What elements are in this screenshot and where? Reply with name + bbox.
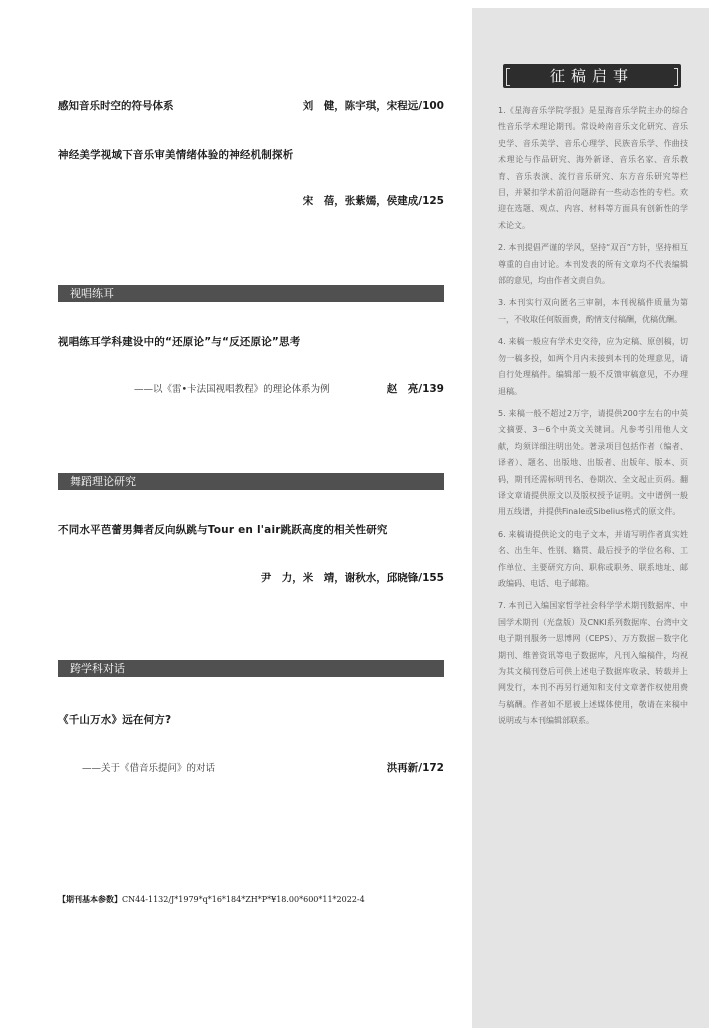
entry-authors: 赵 亮/139 — [386, 383, 444, 395]
toc-entry-1[interactable] — [58, 98, 444, 113]
entry-authors: 尹 力，米 靖，谢秋水，邱晓锋/155 — [260, 572, 444, 584]
parameters-value: CN44-1132/J*1979*q*16*184*ZH*P*¥18.00*600*11*2022-4 — [122, 895, 365, 904]
toc-entry-4-title[interactable]: 不同水平芭蕾男舞者反向纵跳与Tour en l'air跳跃高度的相关性研究 — [58, 524, 388, 536]
notice-item-4: 4. 来稿一般应有学术史交待，应为定稿、原创稿，切勿一稿多投，如两个月内未接到本刊的处理意见，请自行处理稿件。编辑部一般不反馈审稿意见，不办理退稿。 — [498, 337, 688, 396]
toc-entry-3-title[interactable]: 视唱练耳学科建设中的“还原论”与“反还原论”思考 — [58, 336, 301, 348]
section-header-dance-theory: 舞蹈理论研究 — [58, 473, 444, 490]
entry-authors: 宋 蓓，张紫嫣，侯建成/125 — [302, 195, 444, 207]
section-header-sight-singing: 视唱练耳 — [58, 285, 444, 302]
journal-parameters — [58, 894, 365, 905]
notice-item-5: 5. 来稿一般不超过2万字，请提供200字左右的中英文摘要、3－6个中英文关键词。凡参考引用他人文献，均须详细注明出处。著录项目包括作者（编者、译者）、题名、出版地、出版者、出版年、版本、页码，期刊还需标明刊名、卷期次、全文起止页码。翻译文章请提供原文以及版权授予证明。文中谱例一般用五线谱，并提供Finale或Sibelius格式的原文件。 — [498, 408, 688, 517]
entry-title: 感知音乐时空的符号体系 — [58, 100, 174, 112]
notice-list — [498, 103, 688, 736]
toc-entry-2-title[interactable]: 神经美学视域下音乐审美情绪体验的神经机制探析 — [58, 149, 294, 161]
call-for-papers-panel — [472, 8, 709, 1028]
entry-subtitle: ——关于《借音乐提问》的对话 — [82, 763, 216, 774]
parameters-label: 【期刊基本参数】 — [58, 895, 122, 904]
entry-subtitle: ——以《雷•卡法国视唱教程》的理论体系为例 — [134, 384, 330, 395]
notice-item-1: 1.《星海音乐学院学报》是星海音乐学院主办的综合性音乐学术理论期刊。常设岭南音乐文化研究、音乐史学、音乐美学、音乐心理学、民族音乐学、作曲技术理论与作品研究、海外新译、音乐名家、音乐教育、音乐表演、流行音乐研究、东方音乐研究等栏目，并紧扣学术前沿问题辟有一些动态性的专栏。欢迎在选题、观点、内容、材料等方面具有创新性的学术论文。 — [498, 106, 688, 230]
entry-authors: 洪再新/172 — [386, 762, 444, 774]
section-header-interdisciplinary: 跨学科对话 — [58, 660, 444, 677]
notice-item-2: 2. 本刊提倡严谨的学风，坚持“双百”方针，坚持相互尊重的自由讨论。本刊发表的所有文章均不代表编辑部的意见，均由作者文责自负。 — [498, 243, 688, 286]
call-for-papers-title: 征稿启事 — [503, 64, 681, 88]
toc-entry-5-title[interactable]: 《千山万水》远在何方? — [58, 714, 172, 726]
entry-authors: 刘 健，陈宇琪，宋程远/100 — [302, 100, 444, 112]
table-of-contents — [58, 0, 444, 1028]
notice-item-3: 3. 本刊实行双向匿名三审制，本刊视稿件质量为第一，不收取任何版面费，酌情支付稿酬，优稿优酬。 — [498, 298, 688, 324]
notice-item-7: 7. 本刊已入编国家哲学社会科学学术期刊数据库、中国学术期刊（光盘版）及CNKI系列数据库、台湾中文电子期刊服务一思博网（CEPS）、万方数据－数字化期刊、维普资讯等电子数据库，凡刊入编稿件，均视为其文稿刊登后可供上述电子数据库收录、转载并上网发行，本刊不再另行通知和支付文章著作权使用费与稿酬。作者如不愿被上述媒体使用，敬请在来稿中说明或与本刊编辑部联系。 — [498, 601, 688, 726]
notice-item-6: 6. 来稿请提供论文的电子文本，并请写明作者真实姓名、出生年、性别、籍贯、最后授予的学位名称、工作单位、主要研究方向、职称或职务、联系地址、邮政编码、电话、电子邮箱。 — [498, 529, 688, 588]
